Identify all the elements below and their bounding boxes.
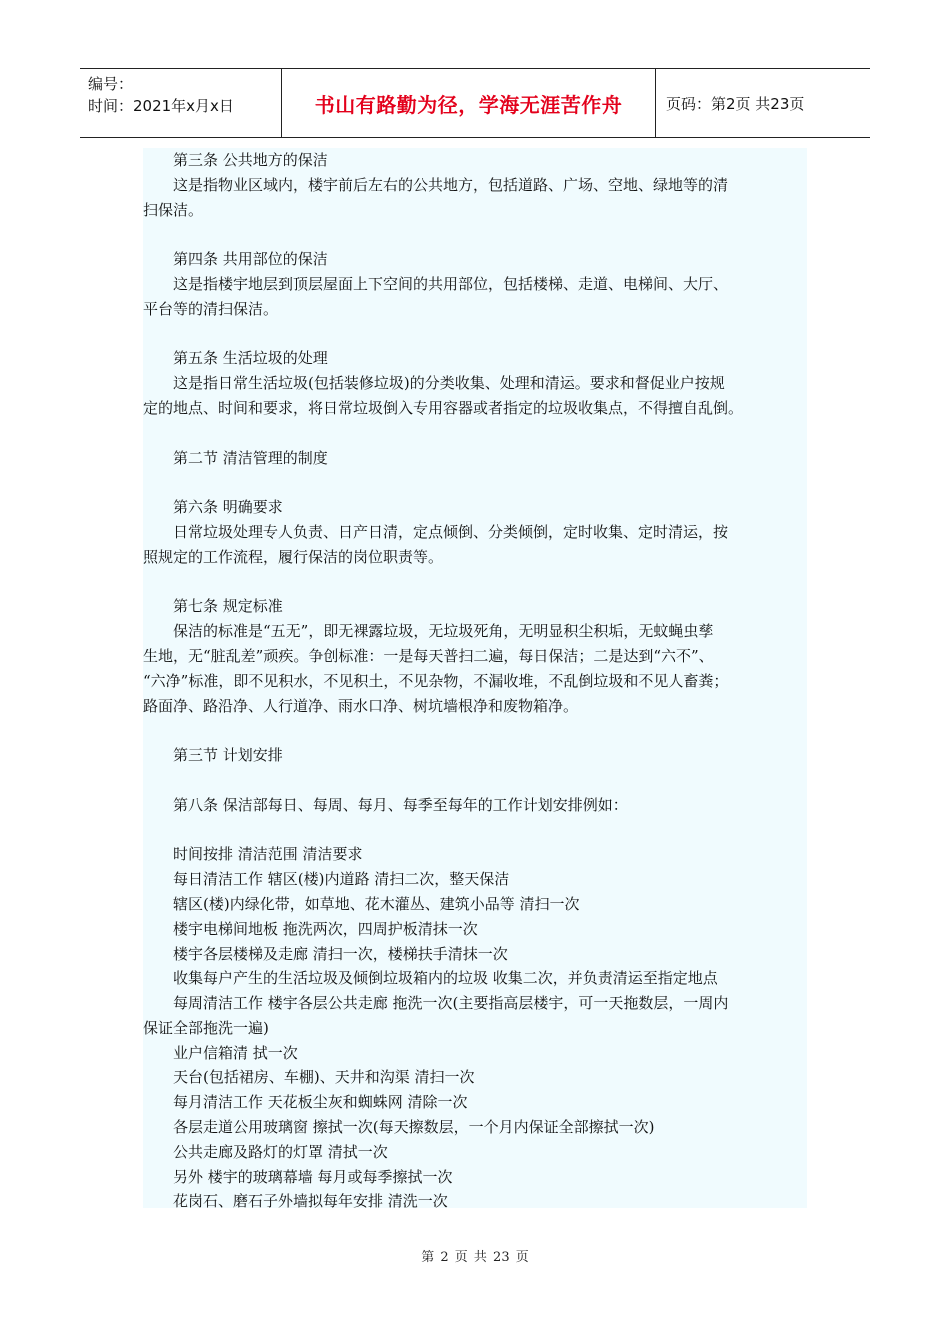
text-line: 平台等的清扫保洁。: [143, 299, 279, 318]
blank-line: [143, 322, 807, 347]
text-line: 第五条 生活垃圾的处理: [143, 349, 328, 368]
text-line: 第二节 清洁管理的制度: [143, 448, 328, 467]
blank-line: [143, 570, 807, 595]
header-motto: 书山有路勤为径，学海无涯苦作舟: [282, 69, 656, 137]
blank-line: [143, 718, 807, 743]
text-line: 扫保洁。: [143, 200, 204, 219]
document-time-label: 时间：2021年x月x日: [88, 97, 234, 115]
blank-line: [143, 470, 807, 495]
text-line: 公共走廊及路灯的灯罩 清拭一次: [143, 1142, 388, 1161]
text-line: 生地，无“脏乱差”顽疾。争创标准：一是每天普扫二遍，每日保洁；二是达到“六不”、: [143, 646, 714, 665]
text-line: 保洁的标准是“五无”，即无裸露垃圾，无垃圾死角，无明显积尘积垢，无蚊蝇虫孳: [143, 622, 714, 641]
text-line: 这是指楼宇地层到顶层屋面上下空间的共用部位，包括楼梯、走道、电梯间、大厅、: [143, 274, 729, 293]
text-line: 第七条 规定标准: [143, 597, 283, 616]
text-line: 这是指物业区域内，楼宇前后左右的公共地方，包括道路、广场、空地、绿地等的清: [143, 175, 729, 194]
text-line: 业户信箱清 拭一次: [143, 1043, 298, 1062]
text-line: 这是指日常生活垃圾(包括装修垃圾)的分类收集、处理和清运。要求和督促业户按规: [143, 374, 725, 393]
document-body: [143, 148, 807, 1211]
page-footer: 第 2 页 共 23 页: [421, 1250, 529, 1265]
document-number-label: 编号：: [88, 75, 134, 93]
text-line: 楼宇各层楼梯及走廊 清扫一次，楼梯扶手清抹一次: [143, 944, 508, 963]
text-line: 日常垃圾处理专人负责、日产日清，定点倾倒、分类倾倒，定时收集、定时清运，按: [143, 522, 729, 541]
blank-line: [143, 222, 807, 247]
text-line: 辖区(楼)内绿化带，如草地、花木灌丛、建筑小品等 清扫一次: [143, 894, 580, 913]
text-line: 花岗石、磨石子外墙拟每年安排 清洗一次: [143, 1192, 448, 1211]
text-line: 第三条 公共地方的保洁: [143, 151, 328, 169]
header-meta: [80, 69, 282, 137]
text-line: 保证全部拖洗一遍): [143, 1018, 269, 1037]
header-page-number: 页码：第2页 共23页: [666, 94, 805, 113]
text-line: 每周清洁工作 楼宇各层公共走廊 拖洗一次(主要指高层楼宇，可一天拖数层，一周内: [143, 994, 729, 1013]
blank-line: [143, 768, 807, 793]
blank-line: [143, 818, 807, 843]
page-header: [80, 68, 870, 138]
text-line: 定的地点、时间和要求，将日常垃圾倒入专用容器或者指定的垃圾收集点，不得擅自乱倒。: [143, 398, 744, 417]
text-line: 第四条 共用部位的保洁: [143, 250, 328, 269]
text-line: 照规定的工作流程，履行保洁的岗位职责等。: [143, 547, 444, 566]
text-line: 第六条 明确要求: [143, 498, 283, 517]
text-line: 第八条 保洁部每日、每周、每月、每季至每年的工作计划安排例如：: [143, 795, 628, 814]
text-line: 时间按排 清洁范围 清洁要求: [143, 845, 363, 864]
text-line: “六净”标准，即不见积水，不见积土，不见杂物，不漏收堆，不乱倒垃圾和不见人畜粪；: [143, 671, 729, 690]
text-line: 收集每户产生的生活垃圾及倾倒垃圾箱内的垃圾 收集二次，并负责清运至指定地点: [143, 969, 718, 988]
text-line: 各层走道公用玻璃窗 擦拭一次(每天擦数层，一个月内保证全部擦拭一次): [143, 1118, 655, 1137]
text-line: 天台(包括裙房、车棚)、天井和沟渠 清扫一次: [143, 1068, 475, 1087]
text-line: 每日清洁工作 辖区(楼)内道路 清扫二次，整天保洁: [143, 870, 510, 889]
text-line: 楼宇电梯间地板 拖洗两次，四周护板清抹一次: [143, 919, 478, 938]
text-line: 另外 楼宇的玻璃幕墙 每月或每季擦拭一次: [143, 1167, 453, 1186]
text-line: 路面净、路沿净、人行道净、雨水口净、树坑墙根净和废物箱净。: [143, 696, 579, 715]
blank-line: [143, 421, 807, 446]
text-line: 第三节 计划安排: [143, 746, 283, 765]
text-line: 每月清洁工作 天花板尘灰和蜘蛛网 清除一次: [143, 1093, 468, 1112]
